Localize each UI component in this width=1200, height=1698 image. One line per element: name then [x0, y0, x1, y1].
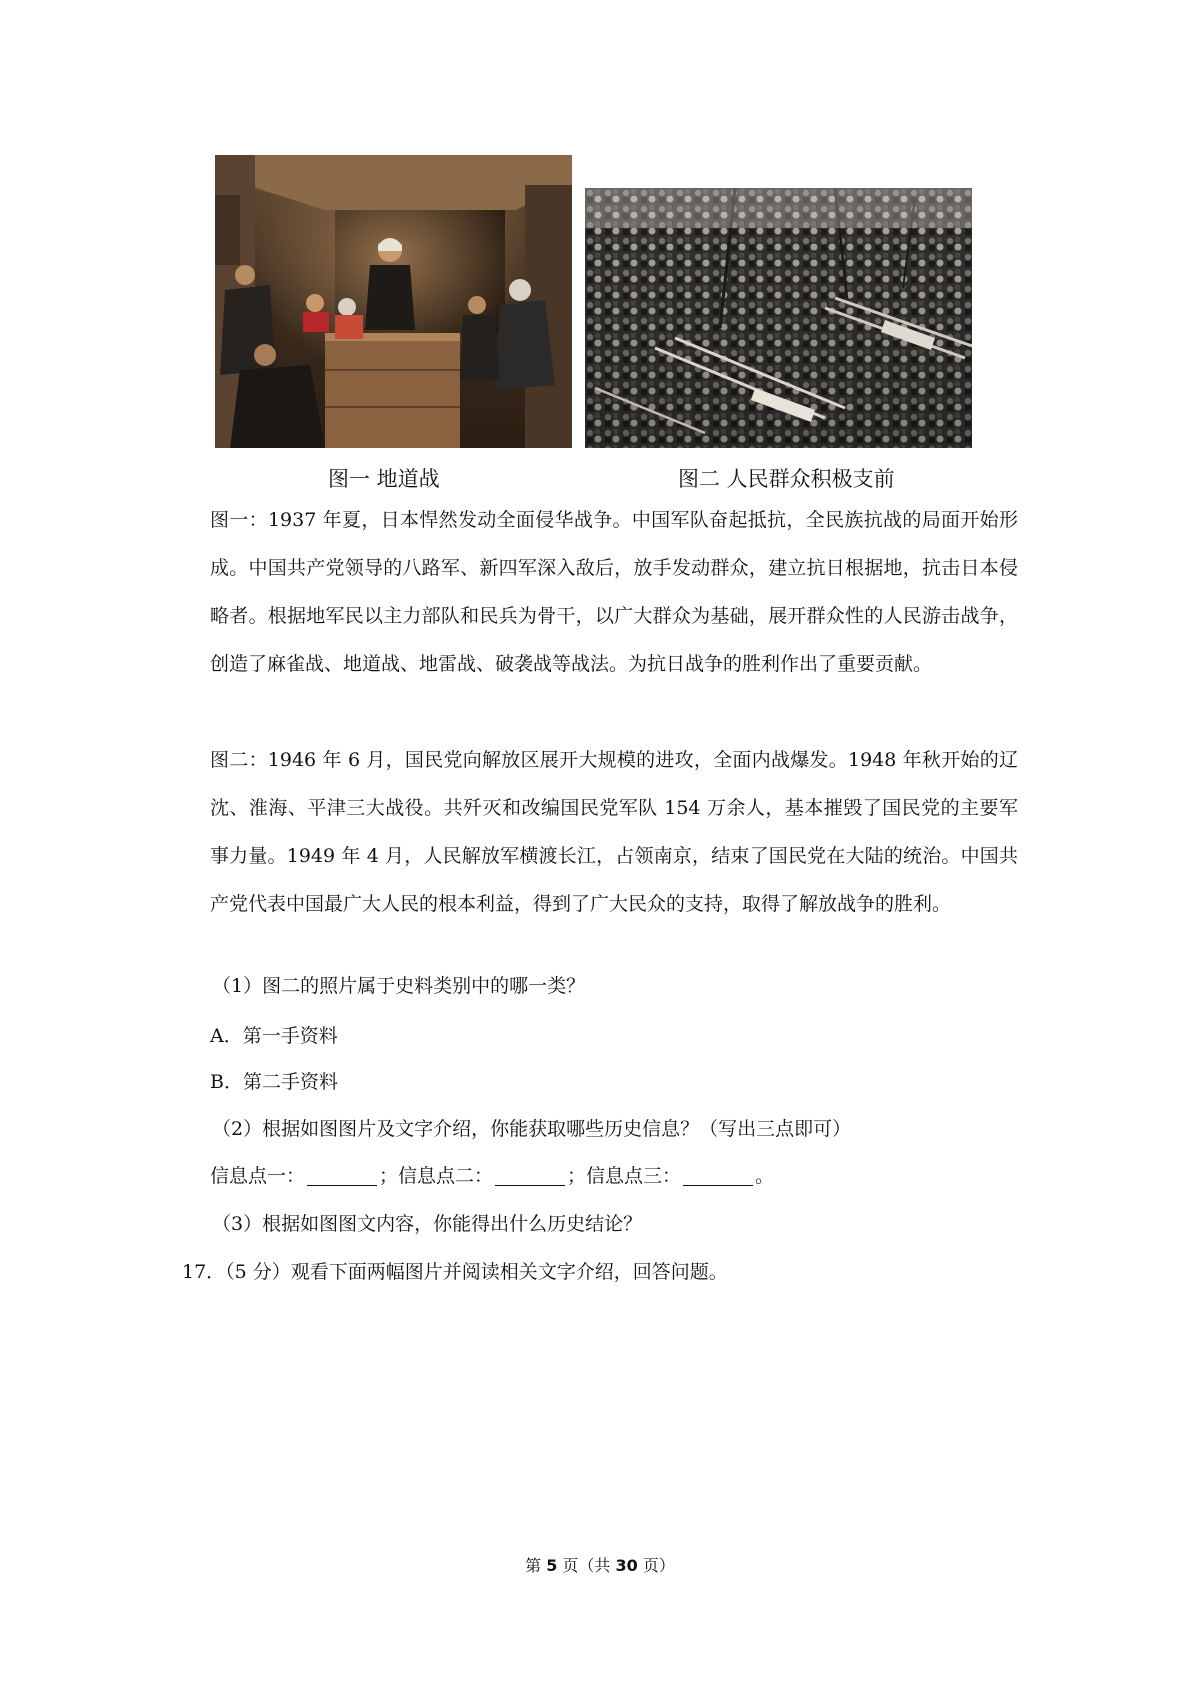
figure-tunnel-warfare — [215, 155, 572, 448]
total-pages-number: 30 — [615, 1556, 638, 1575]
info-point-3-label: ；信息点三： — [567, 1165, 682, 1187]
paragraph-figure1-intro: 图一：1937 年夏，日本悍然发动全面侵华战争。中国军队奋起抵抗，全民族抗战的局面开始形成。中国共产党领导的八路军、新四军深入敌后，放手发动群众，建立抗日根据地，抗击日本侵略者。根据地军民以主力部队和民兵为骨干，以广大群众为基础，展开群众性的人民游击战争，创造了麻雀战、地道战、地雷战、破袭战等战法。为抗日战争的胜利作出了重要贡献。 — [210, 509, 1018, 675]
option-a: A．第一手资料 — [210, 1025, 338, 1047]
info-point-2-label: ；信息点二： — [379, 1165, 494, 1187]
figure1-caption: 图一 地道战 — [328, 467, 440, 491]
info-point-1-label: 信息点一： — [210, 1165, 306, 1187]
info-end-mark: 。 — [755, 1165, 775, 1187]
figure-people-support-front — [585, 188, 972, 448]
info-point-2-blank[interactable] — [495, 1165, 565, 1186]
current-page-number: 5 — [546, 1556, 558, 1575]
info-point-3-blank[interactable] — [683, 1165, 753, 1186]
option-b: B．第二手资料 — [210, 1071, 338, 1093]
question-3: （3）根据如图图文内容，你能得出什么历史结论？ — [212, 1213, 643, 1235]
info-point-1-blank[interactable] — [307, 1165, 377, 1186]
info-points-line — [210, 1161, 774, 1191]
question-17: 17．（5 分）观看下面两幅图片并阅读相关文字介绍，回答问题。 — [182, 1261, 728, 1283]
paragraph-figure2-intro: 图二：1946 年 6 月，国民党向解放区展开大规模的进攻，全面内战爆发。1948 年秋开始的辽沈、淮海、平津三大战役。共歼灭和改编国民党军队 154 万余人，基本摧毁了国民党的主要军事力量。1949 年 4 月，人民解放军横渡长江，占领南京，结束了国民党在大陆的统治。中国共产党代表中国最广大人民的根本利益，得到了广大民众的支持，取得了解放战争的胜利。 — [210, 749, 1018, 915]
question-1: （1）图二的照片属于史料类别中的哪一类？ — [212, 975, 586, 997]
figure2-caption: 图二 人民群众积极支前 — [678, 467, 895, 491]
question-2: （2）根据如图图片及文字介绍，你能获取哪些历史信息？（写出三点即可） — [212, 1118, 852, 1140]
page-footer: 第 5 页（共 30 页） — [525, 1556, 675, 1575]
